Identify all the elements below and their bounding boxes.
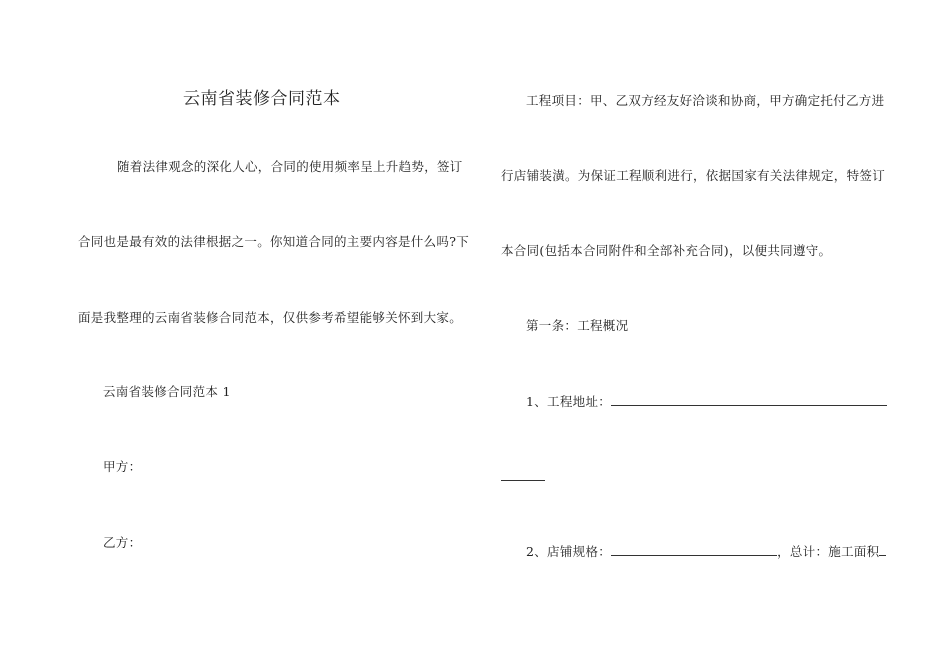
party-b-label: 乙方：	[103, 535, 142, 550]
project-address-blank	[611, 393, 887, 406]
document-title: 云南省装修合同范本	[183, 89, 341, 109]
project-address-row	[526, 393, 887, 410]
total-area-label: ，总计：施工面积	[777, 544, 880, 559]
project-address-blank-continued	[501, 479, 545, 481]
project-address-label: 1、工程地址：	[526, 394, 612, 409]
contract-subtitle: 云南省装修合同范本 1	[103, 384, 231, 399]
shop-spec-label: 2、店铺规格：	[526, 544, 612, 559]
party-a-label: 甲方：	[103, 459, 142, 474]
intro-paragraph-line-1: 随着法律观念的深化人心，合同的使用频率呈上升趋势，签订	[117, 159, 463, 174]
total-area-blank	[879, 543, 886, 556]
intro-paragraph-line-2: 合同也是最有效的法律根据之一。你知道合同的主要内容是什么吗?下	[78, 234, 470, 249]
shop-spec-row	[526, 543, 886, 560]
shop-spec-blank	[611, 543, 777, 556]
project-paragraph-line-3: 本合同(包括本合同附件和全部补充合同)，以便共同遵守。	[501, 243, 832, 258]
project-paragraph-line-1: 工程项目：甲、乙双方经友好洽谈和协商，甲方确定托付乙方进	[526, 93, 885, 108]
intro-paragraph-line-3: 面是我整理的云南省装修合同范本，仅供参考希望能够关怀到大家。	[78, 310, 463, 325]
article-1-heading: 第一条：工程概况	[526, 318, 629, 333]
project-paragraph-line-2: 行店铺装潢。为保证工程顺利进行，依据国家有关法律规定，特签订	[501, 168, 886, 183]
